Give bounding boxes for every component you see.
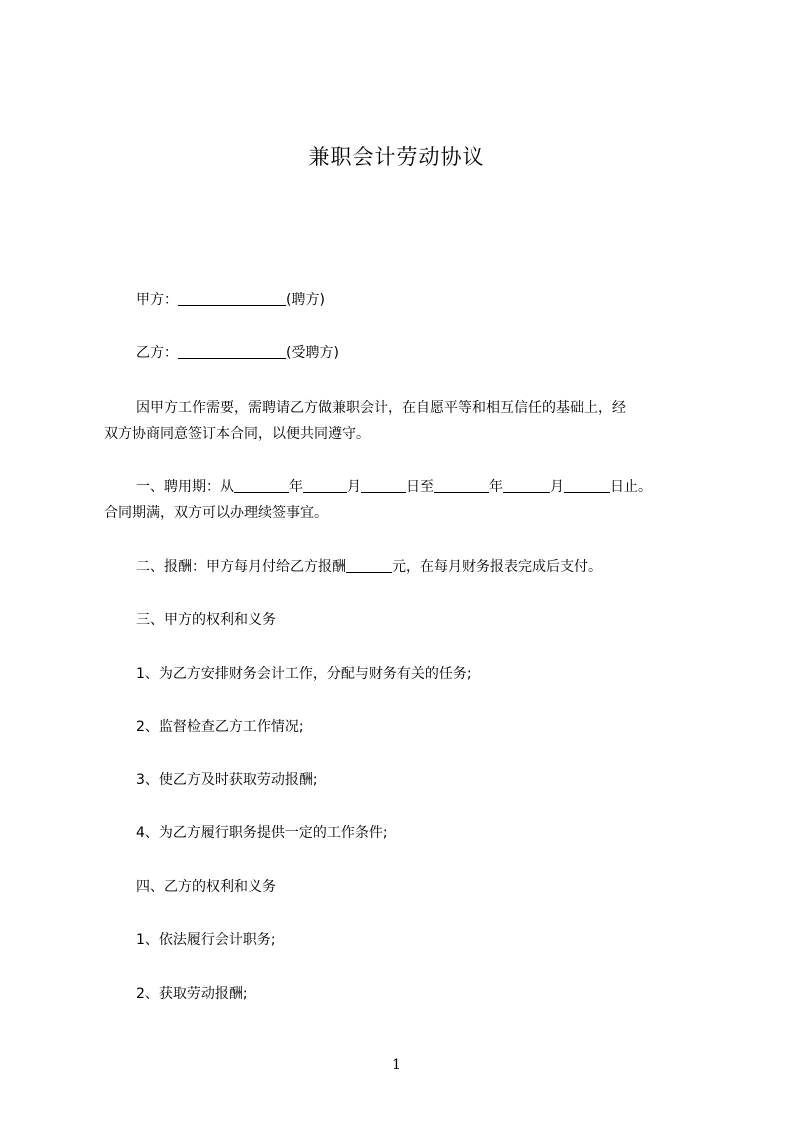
party-b-label: 乙方：: [136, 345, 178, 361]
party-a-label: 甲方：: [136, 292, 178, 308]
start-month-unit: 月: [347, 479, 361, 495]
party-b-name-blank: [178, 342, 286, 359]
party-a-name-blank: [178, 289, 286, 306]
section-4-item: 2、获取劳动报酬;: [136, 986, 248, 1002]
pay-clause: [104, 554, 736, 580]
party-b-line: [104, 340, 736, 366]
document-title: 兼职会计劳动协议: [308, 145, 485, 169]
start-day-blank: [361, 476, 406, 493]
section-4-item: 1、依法履行会计职务;: [136, 932, 276, 948]
party-a-line: [104, 287, 736, 313]
term-prefix: 一、聘用期：从: [136, 479, 234, 495]
section-3-item: 3、使乙方及时获取劳动报酬;: [136, 772, 318, 788]
section-3-item: 2、监督检查乙方工作情况;: [136, 719, 304, 735]
party-b-role: (受聘方): [286, 345, 339, 361]
end-month-blank: [503, 476, 550, 493]
end-month-unit: 月: [550, 479, 564, 495]
term-clause-line-2: 合同期满，双方可以办理续签事宜。: [104, 505, 328, 521]
start-year-unit: 年: [289, 479, 303, 495]
pay-suffix: 元，在每月财务报表完成后支付。: [392, 559, 602, 575]
start-month-blank: [303, 476, 347, 493]
preamble-line-1: 因甲方工作需要，需聘请乙方做兼职会计，在自愿平等和相互信任的基础上，经: [136, 400, 626, 416]
start-year-blank: [234, 476, 289, 493]
pay-amount-blank: [346, 556, 392, 573]
end-year-blank: [434, 476, 489, 493]
start-day-unit: 日至: [406, 479, 434, 495]
end-year-unit: 年: [489, 479, 503, 495]
section-3-item: 4、为乙方履行职务提供一定的工作条件;: [136, 825, 388, 841]
party-a-role: (聘方): [286, 292, 325, 308]
page-number: 1: [392, 1057, 401, 1073]
pay-prefix: 二、报酬：甲方每月付给乙方报酬: [136, 559, 346, 575]
section-3-heading: 三、甲方的权利和义务: [136, 612, 276, 628]
end-day-blank: [564, 476, 610, 493]
preamble-line-2: 双方协商同意签订本合同，以便共同遵守。: [104, 426, 370, 442]
end-day-unit: 日止。: [610, 479, 652, 495]
section-4-heading: 四、乙方的权利和义务: [136, 879, 276, 895]
section-3-item: 1、为乙方安排财务会计工作，分配与财务有关的任务;: [136, 666, 472, 682]
term-clause-line-1: [104, 474, 736, 500]
